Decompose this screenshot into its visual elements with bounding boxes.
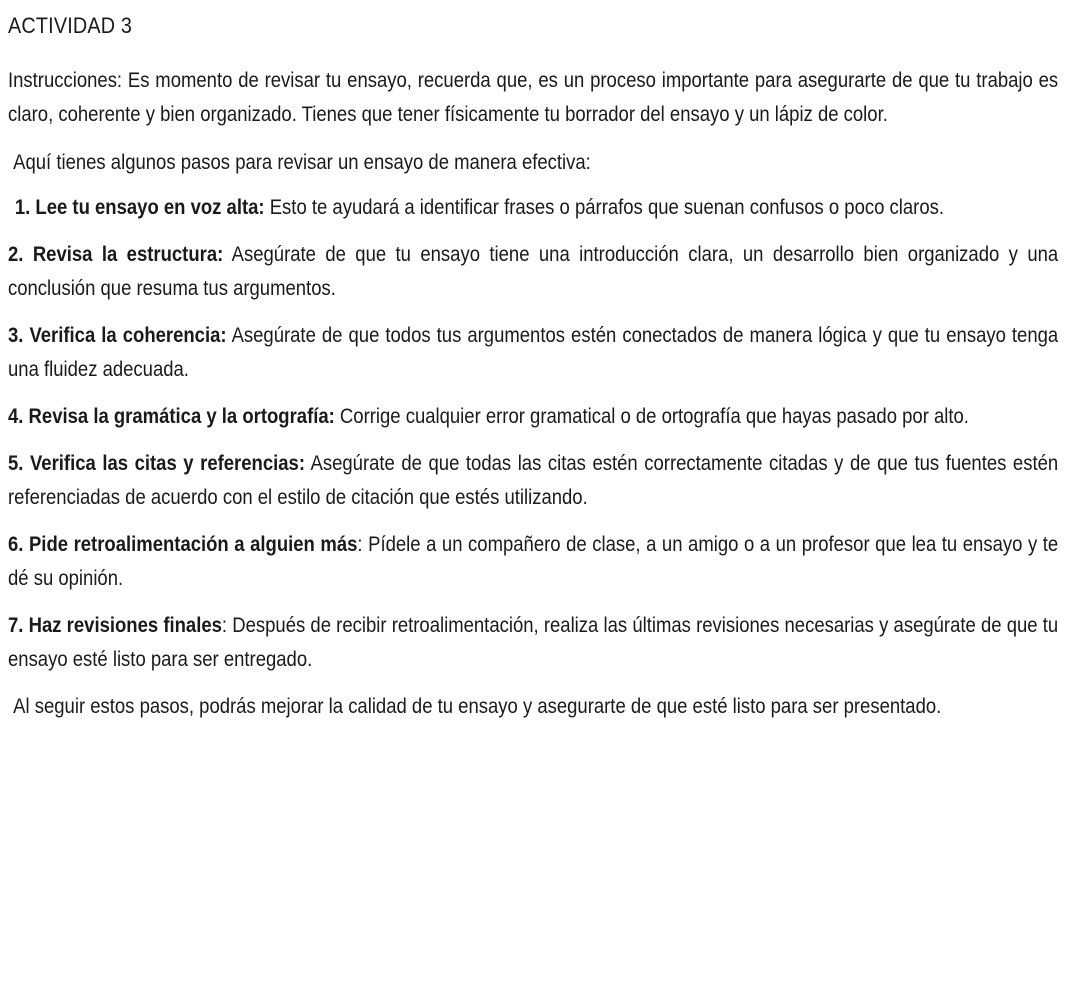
document-page: [8, 12, 1058, 723]
step-heading: 2. Revisa la estructura:: [8, 242, 224, 266]
step-text: : Pídele a un compañero de clase, a un amigo o a un profesor que lea tu ensayo y te dé su opinión.: [8, 532, 1059, 590]
step-1: [8, 190, 1058, 224]
step-3: [8, 318, 1058, 386]
step-text: Asegúrate de que todos tus argumentos estén conectados de manera lógica y que tu ensayo tenga una fluidez adecuada.: [8, 323, 1059, 381]
activity-title: ACTIVIDAD 3: [8, 13, 133, 38]
step-heading: 6. Pide retroalimentación a alguien más: [8, 532, 358, 556]
step-heading: 1. Lee tu ensayo en voz alta:: [14, 195, 265, 219]
step-text: Asegúrate de que tu ensayo tiene una introducción clara, un desarrollo bien organizado y una conclusión que resuma tus argumentos.: [8, 242, 1059, 300]
closing-paragraph: Al seguir estos pasos, podrás mejorar la calidad de tu ensayo y asegurarte de que esté listo para ser presentado.: [13, 694, 942, 718]
instructions-paragraph: Instrucciones: Es momento de revisar tu ensayo, recuerda que, es un proceso importante para asegurarte de que tu trabajo es claro, coherente y bien organizado. Tienes que tener físicamente tu borrador del ensayo y un lápiz de color.: [8, 68, 1059, 126]
step-heading: 3. Verifica la coherencia:: [8, 323, 227, 347]
step-heading: 7. Haz revisiones finales: [8, 613, 222, 637]
document-body: [8, 63, 1058, 723]
step-heading: 5. Verifica las citas y referencias:: [8, 451, 305, 475]
step-text: Asegúrate de que todas las citas estén correctamente citadas y de que tus fuentes estén referenciadas de acuerdo con el estilo de citación que estés utilizando.: [8, 451, 1059, 509]
intro-paragraph: Aquí tienes algunos pasos para revisar un ensayo de manera efectiva:: [13, 150, 591, 174]
step-text: Corrige cualquier error gramatical o de ortografía que hayas pasado por alto.: [334, 404, 969, 428]
step-7: [8, 608, 1058, 676]
step-text: Esto te ayudará a identificar frases o párrafos que suenan confusos o poco claros.: [264, 195, 944, 219]
step-text: : Después de recibir retroalimentación, realiza las últimas revisiones necesarias y asegúrate de que tu ensayo esté listo para ser entregado.: [8, 613, 1059, 671]
step-heading: 4. Revisa la gramática y la ortografía:: [8, 404, 335, 428]
step-4: [8, 399, 1058, 433]
step-6: [8, 527, 1058, 595]
step-5: [8, 446, 1058, 514]
step-2: [8, 237, 1058, 305]
